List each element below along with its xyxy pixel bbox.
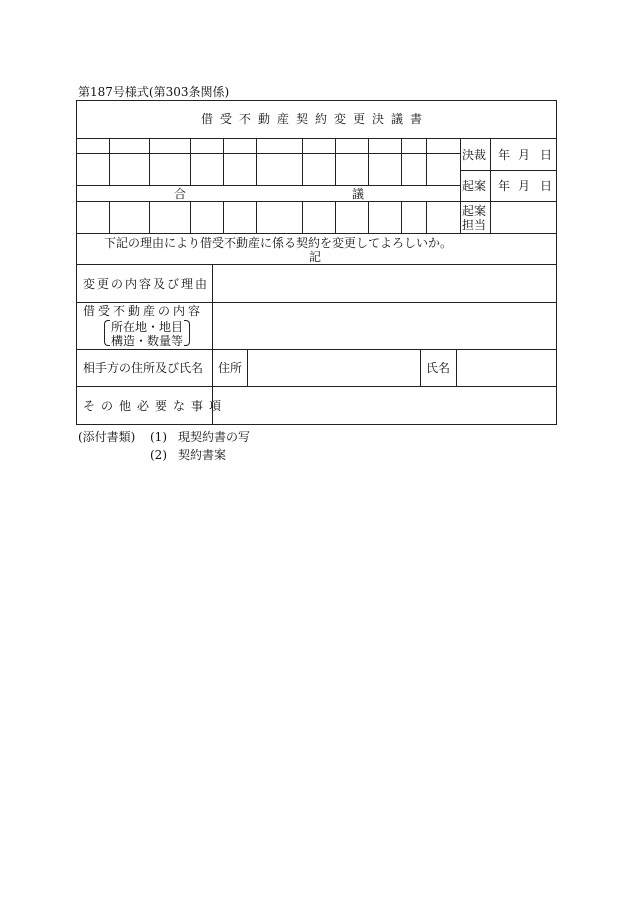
rule — [149, 138, 150, 186]
kessai-month: 月 — [518, 148, 531, 162]
rule — [76, 302, 557, 303]
rule — [460, 201, 557, 202]
kian-tanto-label-1: 起案 — [462, 204, 487, 218]
rule — [223, 138, 224, 186]
rule — [190, 138, 191, 186]
address-label: 住所 — [218, 361, 243, 375]
rule — [223, 201, 224, 234]
property-sub-2: 構造・数量等 — [111, 334, 184, 348]
rule — [76, 185, 460, 186]
kessai-year: 年 — [498, 148, 511, 162]
form-title: 借受不動産契約変更決議書 — [200, 112, 429, 126]
rule — [368, 201, 369, 234]
rule — [460, 138, 461, 234]
rule — [76, 386, 557, 387]
request-text: 下記の理由により借受不動産に係る契約を変更してよろしいか。 — [104, 236, 453, 250]
property-sub-1: 所在地・地目 — [111, 320, 184, 334]
rule — [456, 349, 457, 387]
attachment-2: 契約書案 — [178, 448, 227, 462]
rule — [302, 201, 303, 234]
kian-label: 起案 — [462, 179, 487, 193]
rule — [256, 201, 257, 234]
counterparty-label: 相手方の住所及び氏名 — [83, 361, 204, 375]
attachments-label: (添付書類) — [78, 430, 136, 444]
rule — [302, 138, 303, 186]
property-label: 借受不動産の内容 — [83, 304, 204, 318]
attachment-2-number: (2) — [150, 448, 167, 462]
rule — [335, 201, 336, 234]
gougi-char-2: 議 — [352, 187, 365, 201]
form-number: 第187号様式(第303条関係) — [78, 85, 230, 99]
rule — [109, 201, 110, 234]
rule — [76, 100, 557, 101]
attachment-1: 現契約書の写 — [178, 430, 251, 444]
rule — [76, 201, 460, 202]
rule — [76, 349, 557, 350]
kian-month: 月 — [518, 179, 531, 193]
rule — [76, 424, 557, 425]
rule — [460, 170, 557, 171]
right-bracket — [184, 320, 190, 346]
attachment-1-number: (1) — [150, 430, 167, 444]
rule — [426, 138, 427, 186]
rule — [149, 201, 150, 234]
rule — [368, 138, 369, 186]
kian-tanto-label-2: 担当 — [462, 218, 487, 232]
rule — [401, 138, 402, 186]
kian-year: 年 — [498, 179, 511, 193]
ki-label: 記 — [308, 250, 321, 264]
kessai-day: 日 — [540, 148, 553, 162]
kessai-label: 決裁 — [462, 148, 487, 162]
rule — [426, 201, 427, 234]
rule — [335, 138, 336, 186]
rule — [190, 201, 191, 234]
change-label: 変更の内容及び理由 — [83, 277, 210, 291]
rule — [76, 264, 557, 265]
name-label: 氏名 — [426, 361, 451, 375]
kian-day: 日 — [540, 179, 553, 193]
rule — [109, 138, 110, 186]
rule — [420, 349, 421, 387]
rule — [490, 138, 491, 234]
rule — [247, 349, 248, 387]
rule — [76, 153, 460, 154]
left-bracket — [104, 320, 110, 346]
rule — [401, 201, 402, 234]
rule — [256, 138, 257, 186]
other-label: その他必要な事項 — [83, 399, 228, 413]
gougi-char-1: 合 — [174, 187, 187, 201]
